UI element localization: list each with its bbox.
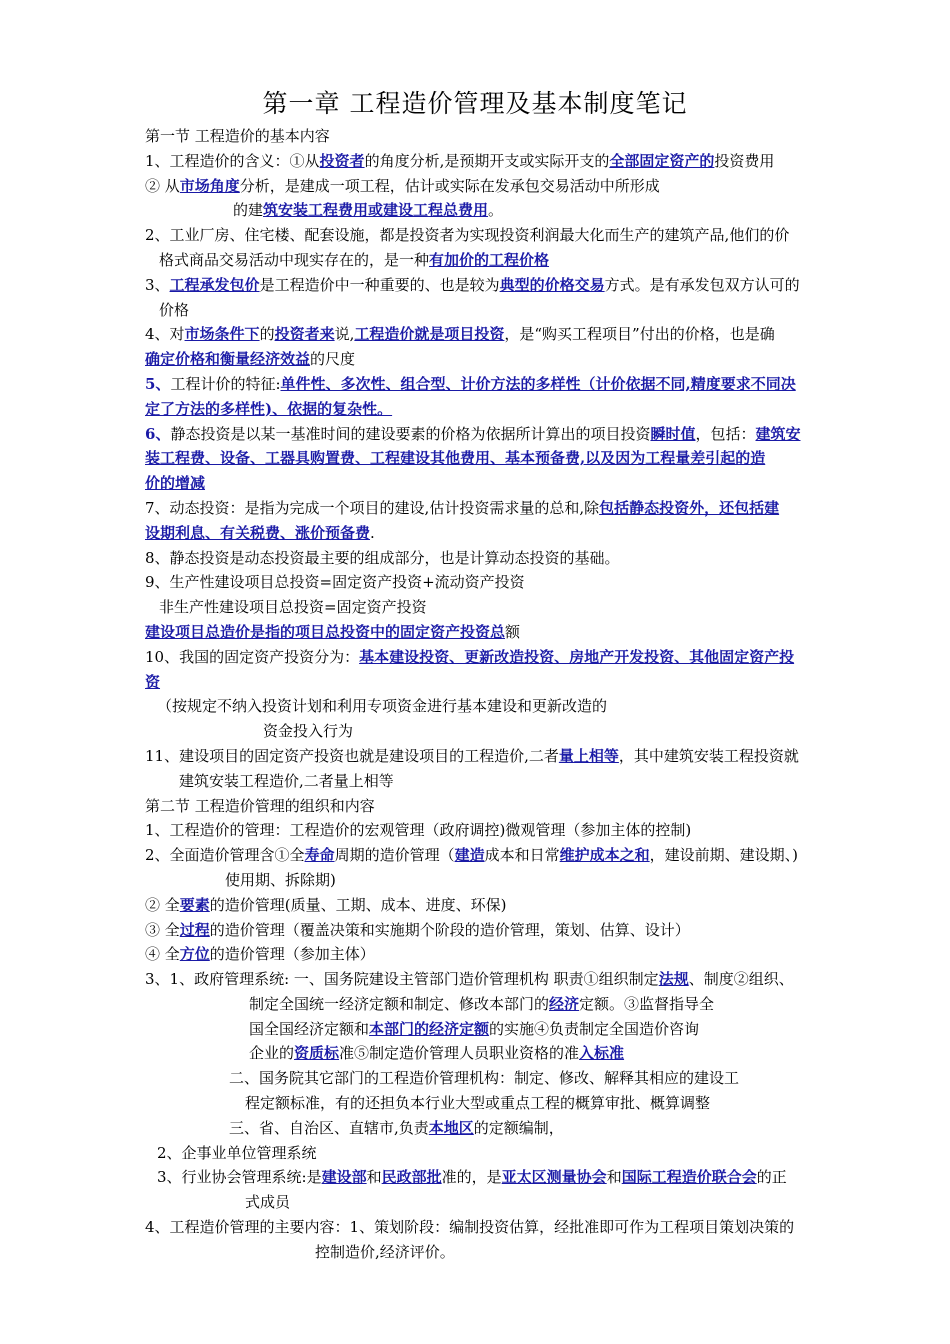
document-body	[145, 124, 885, 1265]
text-segment: 1、工程造价的管理：工程造价的宏观管理（政府调控)微观管理（参加主体的控制)	[145, 821, 692, 840]
text-segment: 7、动态投资：是指为完成一个项目的建设,估计投资需求量的总和,除	[145, 498, 600, 517]
highlighted-text: 资质标	[294, 1044, 340, 1063]
text-line	[145, 843, 885, 868]
highlighted-text: 本部门的经济定额	[369, 1019, 490, 1038]
text-segment: 第二节 工程造价管理的组织和内容	[145, 796, 375, 815]
text-line	[145, 298, 885, 323]
text-segment: 、制度②组织、	[688, 970, 794, 989]
text-line	[145, 1215, 885, 1240]
highlighted-text: 定了方法的多样性)、依据的复杂性。	[145, 399, 393, 418]
highlighted-text: 装工程费、设备、工器具购置费、工程建设其他费用、基本预备费,以及因为工程量差引起的造	[145, 449, 766, 468]
text-segment: 4、工程造价管理的主要内容：1、策划阶段：编制投资估算，经批准即可作为工程项目策划决策的	[145, 1218, 795, 1237]
text-segment: 的尺度	[310, 350, 356, 369]
highlighted-text: 确定价格和衡量经济效益	[145, 350, 311, 369]
text-segment: 额	[505, 622, 521, 641]
highlighted-text: 民政部批	[381, 1168, 442, 1187]
text-segment: 工程计价的特征:	[170, 374, 281, 393]
highlighted-text: 经济	[549, 994, 580, 1013]
text-segment: 的造价管理（覆盖决策和实施期个阶段的造价管理，策划、估算、设计）	[209, 920, 690, 939]
text-segment: 的定额编制，	[473, 1118, 564, 1137]
text-line	[145, 794, 885, 819]
text-segment: 和	[366, 1168, 382, 1187]
text-segment: （按规定不纳入投资计划和利用专项资金进行基本建设和更新改造的	[157, 697, 608, 716]
highlighted-text: 包括静态投资外，还包括建	[599, 498, 780, 517]
highlighted-text: 法规	[658, 970, 689, 989]
text-segment: 4、对	[145, 325, 185, 344]
highlighted-text: 本地区	[428, 1118, 474, 1137]
text-line	[145, 1066, 885, 1091]
text-segment: 投资费用	[714, 151, 775, 170]
text-segment: 3、1、政府管理系统: 一、国务院建设主管部门造价管理机构 职责①组织制定	[145, 970, 659, 989]
highlighted-text: 寿命	[304, 846, 335, 865]
text-segment: 分析，是建成一项工程，估计或实际在发承包交易活动中所形成	[239, 176, 660, 195]
text-segment: ，其中建筑安装工程投资就	[618, 746, 799, 765]
text-line	[145, 620, 885, 645]
page-title: 第一章 工程造价管理及基本制度笔记	[262, 89, 688, 118]
text-segment: ② 全	[145, 895, 180, 914]
text-line	[145, 595, 885, 620]
text-line	[145, 868, 885, 893]
text-segment: 说,	[334, 325, 355, 344]
text-line	[145, 273, 885, 298]
text-line	[145, 893, 885, 918]
text-segment: 的正	[756, 1168, 787, 1187]
text-line	[145, 1141, 885, 1166]
highlighted-text: 瞬时值	[650, 424, 696, 443]
text-segment: 1、工程造价的含义：①从	[145, 151, 320, 170]
text-segment: 式成员	[245, 1193, 291, 1212]
highlighted-text: 筑安装工程费用或建设工程总费用	[263, 201, 489, 220]
text-line	[145, 471, 885, 496]
text-segment: 第一节 工程造价的基本内容	[145, 127, 330, 145]
text-segment: .	[370, 523, 375, 542]
text-segment: 制定全国统一经济定额和制定、修改本部门的	[249, 994, 550, 1013]
text-segment: 的造价管理（参加主体）	[209, 945, 375, 964]
text-line	[145, 1165, 885, 1190]
text-line	[145, 670, 885, 695]
text-line	[145, 496, 885, 521]
text-segment: 2、全面造价管理含①全	[145, 846, 305, 865]
text-segment: ，包括：	[695, 424, 756, 443]
text-segment: 2、企事业单位管理系统	[157, 1143, 317, 1162]
highlighted-text: 方位	[179, 945, 210, 964]
text-line	[145, 1240, 885, 1265]
text-line	[145, 174, 885, 199]
highlighted-text: 维护成本之和	[559, 846, 650, 865]
text-line	[145, 223, 885, 248]
highlighted-text: 投资者来	[274, 325, 335, 344]
highlighted-text: 价的增减	[145, 474, 206, 493]
text-line	[145, 248, 885, 273]
text-line	[145, 570, 885, 595]
text-segment: 准⑤制定造价管理人员职业资格的准	[339, 1044, 580, 1063]
text-segment: ③ 全	[145, 920, 180, 939]
text-line	[145, 397, 885, 422]
highlighted-text: 基本建设投资、更新改造投资、房地产开发投资、其他固定资产投	[359, 647, 795, 666]
text-segment: 8、静态投资是动态投资最主要的组成部分，也是计算动态投资的基础。	[145, 548, 620, 567]
highlighted-text: 亚太区测量协会	[501, 1168, 607, 1187]
text-line	[145, 347, 885, 372]
highlighted-text: 建筑安	[755, 424, 801, 443]
text-segment: ，建设前期、建设期、)	[649, 846, 798, 865]
text-segment: 国全国经济定额和	[249, 1019, 370, 1038]
text-segment: 格式商品交易活动中现实存在的，是一种	[159, 250, 430, 269]
text-line	[145, 546, 885, 571]
text-segment: 三、省、自治区、直辖市,负责	[229, 1118, 429, 1137]
text-segment: 方式。是有承发包双方认可的	[604, 275, 800, 294]
text-line	[145, 124, 885, 149]
highlighted-text: 市场角度	[179, 176, 240, 195]
highlighted-text: 建设项目总造价是指的项目总投资中的固定资产投资总	[145, 622, 506, 641]
text-line	[145, 942, 885, 967]
highlighted-text: 建设部	[321, 1168, 367, 1187]
highlighted-text: 资	[145, 672, 161, 691]
text-line	[145, 521, 885, 546]
highlighted-text: 投资者	[319, 151, 365, 170]
highlighted-text: 工程造价就是项目投资	[354, 325, 505, 344]
text-segment: 非生产性建设项目总投资=固定资产投资	[159, 598, 427, 617]
highlighted-text: 建造	[454, 846, 485, 865]
highlighted-text: 量上相等	[558, 746, 619, 765]
text-line	[145, 719, 885, 744]
highlighted-text: 要素	[179, 895, 210, 914]
text-segment: 企业的	[249, 1044, 295, 1063]
text-segment: 使用期、拆除期)	[225, 870, 336, 889]
text-segment: 的角度分析,是预期开支或实际开支的	[364, 151, 610, 170]
text-segment: ，是“购买工程项目”付出的价格，也是确	[504, 325, 775, 344]
text-line	[145, 769, 885, 794]
text-line	[145, 1041, 885, 1066]
text-line	[145, 992, 885, 1017]
text-line	[145, 1116, 885, 1141]
text-line	[145, 149, 885, 174]
highlighted-text: 市场条件下	[184, 325, 260, 344]
highlighted-text: 典型的价格交易	[499, 275, 605, 294]
text-line	[145, 1190, 885, 1215]
text-line	[145, 1017, 885, 1042]
text-segment: 10、我国的固定资产投资分为：	[145, 647, 360, 666]
text-segment: 11、建设项目的固定资产投资也就是建设项目的工程造价,二者	[145, 746, 559, 765]
text-segment: 。	[488, 201, 504, 220]
highlighted-text: 过程	[179, 920, 210, 939]
text-line	[145, 967, 885, 992]
text-segment: 的	[259, 325, 275, 344]
text-segment: 9、生产性建设项目总投资=固定资产投资+流动资产投资	[145, 573, 525, 592]
text-segment: 二、国务院其它部门的工程造价管理机构：制定、修改、解释其相应的建设工	[229, 1069, 740, 1088]
highlighted-text: 单件性、多次性、组合型、计价方法的多样性（计价依据不同,精度要求不同决	[280, 374, 796, 393]
text-segment: 周期的造价管理（	[334, 846, 455, 865]
text-line	[145, 1091, 885, 1116]
text-line	[145, 744, 885, 769]
text-segment: 6、	[145, 424, 171, 443]
highlighted-text: 有加价的工程价格	[429, 250, 550, 269]
text-segment: 2、工业厂房、住宅楼、配套设施，都是投资者为实现投资利润最大化而生产的建筑产品,他们的价	[145, 226, 790, 245]
text-line	[145, 818, 885, 843]
text-line	[145, 372, 885, 397]
text-segment: 3、行业协会管理系统:是	[157, 1168, 322, 1187]
text-segment: 3、	[145, 275, 170, 294]
text-line	[145, 694, 885, 719]
text-segment: 资金投入行为	[263, 722, 354, 741]
text-line	[145, 918, 885, 943]
text-line	[145, 446, 885, 471]
text-segment: 的实施④负责制定全国造价咨询	[489, 1019, 700, 1038]
highlighted-text: 全部固定资产的	[609, 151, 715, 170]
text-segment: 定额。③监督指导全	[579, 994, 715, 1013]
text-segment: 是工程造价中一种重要的、也是较为	[259, 275, 500, 294]
text-segment: ④ 全	[145, 945, 180, 964]
text-segment: 建筑安装工程造价,二者量上相等	[179, 771, 394, 790]
text-segment: 的建	[233, 201, 264, 220]
highlighted-text: 设期利息、有关税费、涨价预备费	[145, 523, 371, 542]
text-segment: 准的，是	[441, 1168, 502, 1187]
text-segment: 价格	[159, 300, 190, 319]
text-segment: 控制造价,经济评价。	[315, 1242, 455, 1261]
text-line	[145, 422, 885, 447]
text-segment: 静态投资是以某一基准时间的建设要素的价格为依据所计算出的项目投资	[170, 424, 651, 443]
text-line	[145, 198, 885, 223]
text-segment: 程定额标准，有的还担负本行业大型或重点工程的概算审批、概算调整	[245, 1094, 711, 1113]
text-segment: 5、	[145, 374, 171, 393]
text-segment: 成本和日常	[484, 846, 560, 865]
text-segment: ② 从	[145, 176, 180, 195]
text-line	[145, 645, 885, 670]
highlighted-text: 工程承发包价	[169, 275, 260, 294]
highlighted-text: 国际工程造价联合会	[621, 1168, 757, 1187]
highlighted-text: 入标准	[579, 1044, 625, 1063]
text-line	[145, 322, 885, 347]
text-segment: 和	[606, 1168, 622, 1187]
text-segment: 的造价管理(质量、工期、成本、进度、环保)	[209, 895, 507, 914]
